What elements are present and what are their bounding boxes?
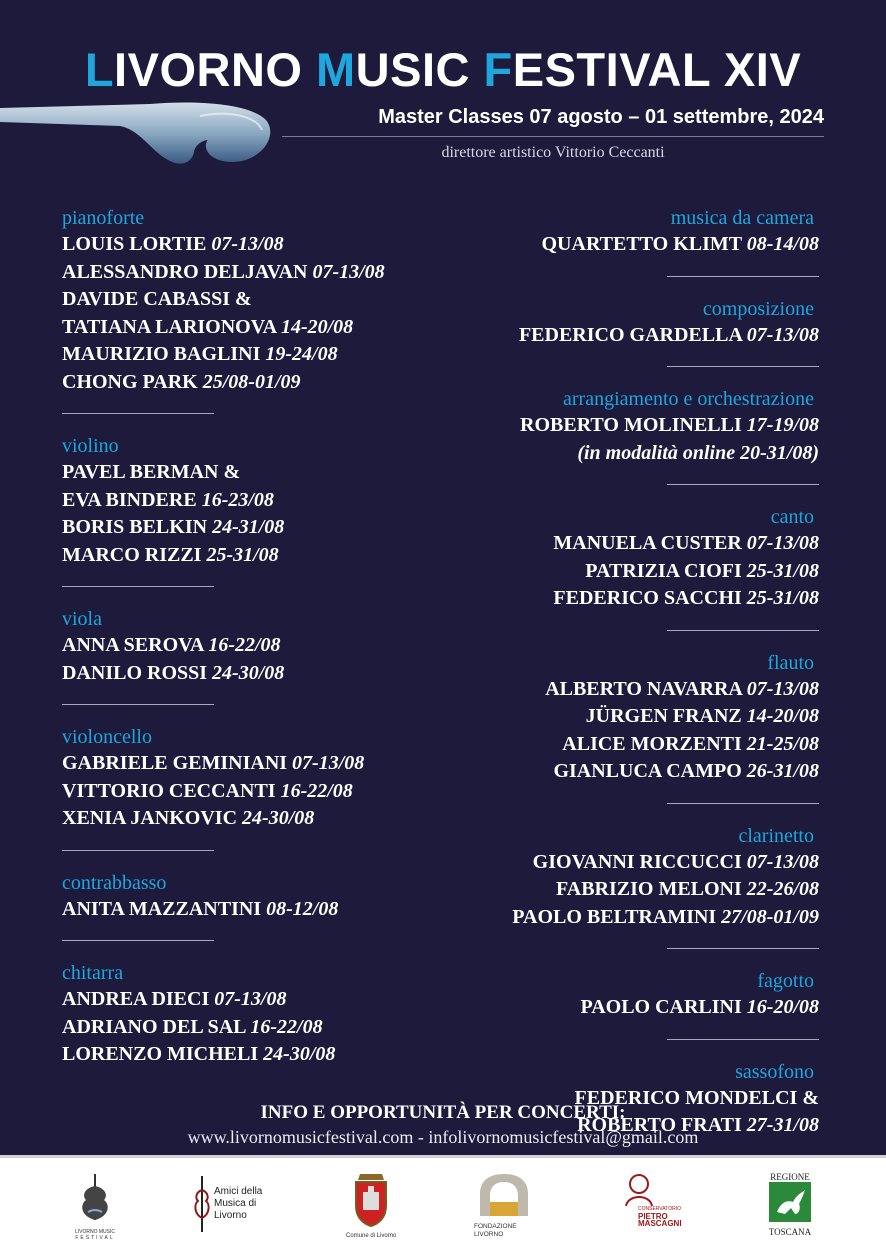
- teacher-row: [419, 530, 819, 558]
- teacher-name: ANNA SEROVA: [62, 634, 209, 656]
- teacher-row: [62, 341, 462, 369]
- class-dates: 14-20/08: [280, 315, 354, 338]
- class-dates: 24-30/08: [263, 1043, 336, 1065]
- class-dates: 16-22/08: [208, 634, 281, 656]
- teacher-row: [62, 632, 462, 660]
- section-divider: [62, 850, 214, 851]
- teacher-name: PAOLO CARLINI: [580, 996, 747, 1018]
- class-dates: 07-13/08: [746, 850, 819, 873]
- teacher-name: JÜRGEN FRANZ: [585, 705, 747, 727]
- class-dates: 25-31/08: [746, 559, 819, 582]
- section-divider: [667, 484, 819, 485]
- teacher-name: MAURIZIO BAGLINI: [62, 343, 266, 365]
- teacher-name: ANITA MAZZANTINI: [62, 897, 267, 920]
- instrument-category: canto: [770, 506, 814, 528]
- class-dates: 07-13/08: [214, 988, 287, 1010]
- teacher-name: ADRIANO DEL SAL: [62, 1015, 251, 1038]
- teacher-name: PAVEL BERMAN &: [62, 461, 241, 483]
- master-classes-dates: Master Classes 07 agosto – 01 settembre, 2024: [378, 106, 824, 128]
- class-dates: 25-31/08: [206, 543, 279, 566]
- teacher-name: PAOLO BELTRAMINI: [512, 905, 722, 928]
- class-dates: 16-23/08: [201, 488, 274, 511]
- fondazione-livorno-logo: [474, 1172, 534, 1242]
- instrument-category: clarinetto: [738, 824, 814, 847]
- teacher-row: [62, 514, 462, 542]
- teacher-row: [419, 703, 819, 731]
- artistic-director: direttore artistico Vittorio Ceccanti: [441, 144, 665, 161]
- class-dates: 16-22/08: [280, 779, 353, 802]
- class-dates: 17-19/08: [746, 414, 819, 436]
- teacher-row: [62, 231, 462, 259]
- class-dates: 24-30/08: [242, 807, 315, 829]
- class-dates: 25/08-01/09: [202, 370, 301, 393]
- teacher-name: MANUELA CUSTER: [553, 532, 747, 554]
- section-divider: [62, 940, 214, 941]
- instrument-category: viola: [62, 608, 102, 630]
- title-word: IVORNO: [114, 43, 316, 96]
- teacher-row: [419, 758, 819, 786]
- logo-caption: LIVORNO MUSIC: [74, 1229, 115, 1235]
- teacher-row: [62, 660, 462, 688]
- instrument-category: contrabbasso: [62, 871, 167, 894]
- teacher-row: [62, 986, 462, 1014]
- teacher-row: [419, 231, 819, 259]
- sponsor-footer: [0, 1155, 886, 1252]
- title-initial: F: [483, 43, 513, 96]
- teacher-row: [62, 259, 462, 287]
- class-dates: 27-31/08: [746, 1114, 819, 1136]
- teacher-name: ROBERTO MOLINELLI: [520, 414, 747, 436]
- left-column: [62, 205, 462, 1069]
- contact-links[interactable]: www.livornomusicfestival.com - infolivornomusicfestival@gmail.com: [187, 1127, 699, 1147]
- logo-text-line: Amici della: [214, 1186, 263, 1197]
- section-divider: [667, 630, 819, 631]
- class-dates: 08-14/08: [746, 233, 819, 255]
- teacher-name: GIANLUCA CAMPO: [553, 760, 747, 782]
- class-dates: 22-26/08: [746, 878, 819, 900]
- logo-text-line: MASCAGNI: [638, 1219, 682, 1228]
- logo-caption: Comune di Livorno: [346, 1233, 397, 1239]
- teacher-row: [419, 412, 819, 440]
- class-dates: 16-22/08: [250, 1015, 323, 1038]
- teacher-row: [419, 440, 819, 468]
- teacher-name: ALICE MORZENTI: [562, 732, 747, 755]
- section-divider: [667, 1039, 819, 1040]
- class-dates: 14-20/08: [746, 705, 819, 727]
- teacher-row: [419, 731, 819, 759]
- teacher-row: [419, 994, 819, 1022]
- class-dates: 24-30/08: [212, 661, 285, 684]
- teacher-name: TATIANA LARIONOVA: [62, 315, 281, 338]
- instrument-category: flauto: [767, 651, 814, 674]
- violin-icon: [192, 1176, 212, 1234]
- class-dates: 24-31/08: [212, 516, 285, 538]
- logo-text-line: Musica di: [214, 1198, 257, 1209]
- section-divider: [667, 276, 819, 277]
- teacher-row: [62, 542, 462, 570]
- teacher-name: XENIA JANKOVIC: [62, 807, 243, 829]
- logo-text-line: FONDAZIONE: [474, 1223, 517, 1230]
- logo-text-line: CONSERVATORIO: [638, 1206, 681, 1212]
- teacher-row: [62, 487, 462, 515]
- section-divider: [62, 586, 214, 587]
- instrument-category: violino: [62, 435, 119, 457]
- title-initial: L: [84, 43, 115, 96]
- logo-text-line: TOSCANA: [768, 1227, 812, 1237]
- class-dates: 16-20/08: [746, 996, 819, 1018]
- teacher-row: [62, 1041, 462, 1069]
- violin-icon: [70, 1172, 120, 1224]
- teacher-name: DANILO ROSSI: [62, 661, 213, 684]
- teacher-name: FABRIZIO MELONI: [556, 878, 747, 900]
- logo-text-line: Livorno: [214, 1210, 247, 1221]
- teacher-row: [419, 676, 819, 704]
- subtitle-divider: [282, 136, 824, 137]
- class-dates: 07-13/08: [746, 677, 819, 700]
- teacher-row: [62, 805, 462, 833]
- teacher-name: QUARTETTO KLIMT: [541, 233, 747, 255]
- info-title: INFO E OPPORTUNITÀ PER CONCERTI:: [260, 1102, 626, 1123]
- right-column: [419, 205, 819, 1140]
- instrument-category: musica da camera: [670, 207, 814, 229]
- instrument-category: violoncello: [62, 726, 152, 748]
- class-dates: 08-12/08: [266, 897, 339, 920]
- class-dates: 21-25/08: [746, 732, 819, 755]
- teacher-row: [419, 876, 819, 904]
- teacher-row: [419, 558, 819, 586]
- teacher-row: [62, 286, 462, 314]
- teacher-row: [62, 369, 462, 397]
- section-divider: [667, 803, 819, 804]
- title-initial: M: [316, 43, 356, 96]
- class-dates: (in modalità online 20-31/08): [577, 441, 819, 464]
- info-section: [0, 1101, 886, 1149]
- instrument-category: chitarra: [62, 962, 124, 984]
- pegasus-icon: [769, 1182, 811, 1222]
- instrument-category: sassofono: [735, 1060, 814, 1083]
- teacher-name: ANDREA DIECI: [62, 988, 215, 1010]
- instrument-category: fagotto: [757, 970, 814, 992]
- teacher-row: [62, 778, 462, 806]
- teacher-name: ROBERTO FRATI: [577, 1114, 747, 1136]
- teacher-row: [62, 459, 462, 487]
- teacher-name: BORIS BELKIN: [62, 516, 213, 538]
- teacher-row: [62, 314, 462, 342]
- teacher-name: FEDERICO SACCHI: [553, 587, 747, 609]
- section-divider: [667, 948, 819, 949]
- regione-toscana-logo: [764, 1172, 816, 1242]
- teacher-name: DAVIDE CABASSI &: [62, 288, 252, 310]
- portrait-icon: [622, 1172, 656, 1206]
- teacher-row: [62, 1014, 462, 1042]
- violin-scroll-sea-illustration: [0, 100, 280, 170]
- livorno-music-festival-logo: [70, 1172, 120, 1242]
- teacher-row: [419, 322, 819, 350]
- teacher-name: LOUIS LORTIE: [62, 233, 212, 255]
- teacher-name: FEDERICO MONDELCI &: [574, 1086, 819, 1109]
- class-dates: 25-31/08: [746, 587, 819, 609]
- instrument-category: composizione: [702, 297, 814, 320]
- logo-text-line: REGIONE: [770, 1172, 810, 1182]
- teacher-row: [62, 896, 462, 924]
- teacher-name: EVA BINDERE: [62, 488, 202, 511]
- instrument-category: pianoforte: [62, 207, 145, 229]
- teacher-row: [62, 750, 462, 778]
- logo-text-line: LIVORNO: [474, 1231, 504, 1238]
- class-dates: 19-24/08: [265, 343, 338, 365]
- class-dates: 07-13/08: [211, 233, 284, 255]
- teacher-name: CHONG PARK: [62, 370, 203, 393]
- teacher-name: ALBERTO NAVARRA: [545, 677, 747, 700]
- class-dates: 07-13/08: [292, 752, 365, 774]
- city-crest-icon: [346, 1172, 396, 1228]
- teacher-name: ALESSANDRO DELJAVAN: [62, 260, 313, 283]
- logo-caption: FESTIVAL: [75, 1235, 115, 1241]
- festival-title: [0, 40, 886, 100]
- class-dates: 27/08-01/09: [721, 905, 819, 928]
- class-dates: 26-31/08: [746, 760, 819, 782]
- teacher-row: [419, 849, 819, 877]
- arch-icon: [474, 1172, 534, 1218]
- section-divider: [62, 704, 214, 705]
- section-divider: [62, 413, 214, 414]
- title-word: ESTIVAL XIV: [512, 43, 802, 96]
- class-dates: 07-13/08: [312, 260, 385, 283]
- teacher-name: MARCO RIZZI: [62, 543, 207, 566]
- section-divider: [667, 366, 819, 367]
- conservatorio-mascagni-logo: [612, 1172, 688, 1242]
- teacher-name: PATRIZIA CIOFI: [585, 559, 747, 582]
- logo-text-line: PIETRO: [638, 1212, 668, 1221]
- class-dates: 07-13/08: [746, 532, 819, 554]
- teacher-name: VITTORIO CECCANTI: [62, 779, 281, 802]
- teacher-name: GABRIELE GEMINIANI: [62, 752, 293, 774]
- comune-di-livorno-logo: [346, 1172, 396, 1242]
- teacher-row: [419, 585, 819, 613]
- teacher-name: FEDERICO GARDELLA: [518, 323, 747, 346]
- class-dates: 07-13/08: [746, 323, 819, 346]
- amici-della-musica-logo: [192, 1172, 272, 1242]
- teacher-name: LORENZO MICHELI: [62, 1043, 264, 1065]
- title-word: USIC: [355, 43, 484, 96]
- teacher-row: [419, 904, 819, 932]
- teacher-name: GIOVANNI RICCUCCI: [532, 850, 747, 873]
- instrument-category: arrangiamento e orchestrazione: [563, 388, 814, 410]
